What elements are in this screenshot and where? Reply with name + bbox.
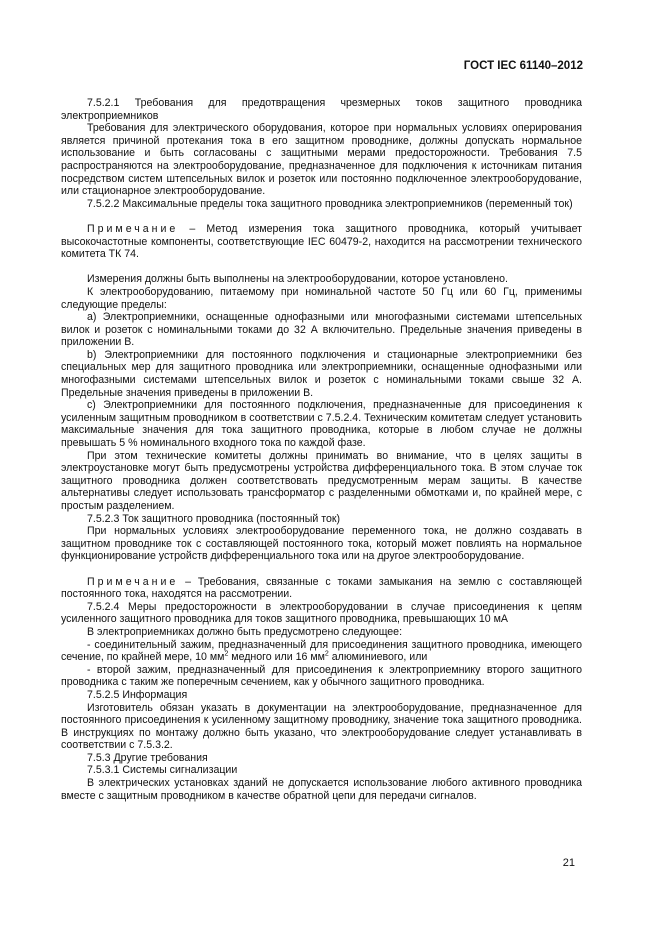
section-7-5-2-2-title: 7.5.2.2 Максимальные пределы тока защитного проводника электроприемников (переменный ток)	[87, 197, 573, 210]
list-item-b: b) Электроприемники для постоянного подключения и стационарные электроприемники без специальных мер для защитного проводника или электроприемники, оснащенные однофазными или многофазными системами штепсельных вилок и розеток с номинальными токами свыше 32 А. Предельные значения приведены в приложении В.	[61, 348, 582, 399]
superscript: 2	[324, 650, 329, 658]
paragraph: Измерения должны быть выполнены на электрооборудовании, которое установлено.	[87, 273, 508, 286]
section-7-5-2-4-title: 7.5.2.4 Меры предосторожности в электрооборудовании в случае присоединения к цепям усиленного защитного проводника для токов защитного проводника, превышающих 10 мА	[61, 600, 582, 626]
section-7-5-2-5-title: 7.5.2.5 Информация	[87, 688, 188, 701]
page-number: 21	[562, 857, 575, 869]
dash-item-2: - второй зажим, предназначенный для присоединения к электроприемнику второго защитного проводника с таким же поперечным сечением, как у обычного защитного проводника.	[61, 663, 582, 689]
paragraph: При этом технические комитеты должны принимать во внимание, что в целях защиты в электроустановке могут быть предусмотрены устройства дифференциального тока. В этом случае ток защитного проводника должен соответствовать предусмотренным мерам защиты. В качестве альтернативы следует использовать трансформатор с разделенными обмотками и, по крайней мере, с простым разделением.	[61, 449, 582, 512]
section-7-5-2-1-title: 7.5.2.1 Требования для предотвращения чрезмерных токов защитного проводника электроприемников	[61, 97, 582, 122]
paragraph: Требования для электрического оборудования, которое при нормальных условиях оперирования является причиной протекания тока в его защитном проводнике, должны допускать нормальное использование и быть согласованы с защитными мерами предосторожности. Требования 7.5 распространяются на электрооборудование, предназначенное для подключения к источникам питания посредством систем штепсельных вилок и розеток или постоянно подключенное электрооборудование, или стационарное электрооборудование.	[61, 122, 582, 198]
document-header: ГОСТ IEC 61140–2012	[463, 60, 583, 72]
note-text: – Метод измерения тока защитного проводника, который учитывает высокочастотные компоненты, соответствующие IEC 60479-2, находится на рассмотрении технического комитета ТК 74.	[61, 222, 582, 261]
list-item-c: с) Электроприемники для постоянного подключения, предназначенные для присоединения к усиленным защитным проводником в соответствии с 7.5.2.4. Техническим комитетам следует установить максимальные значения для тока защитного проводника, которые в любом случае не должны превышать 5 % номинального входного тока по каждой фазе.	[61, 399, 582, 450]
note-2	[61, 576, 582, 601]
paragraph: При нормальных условиях электрооборудование переменного тока, не должно создавать в защитном проводнике ток с составляющей постоянного тока, который может повлиять на нормальное функционирование устройств дифференциального тока или на другое электрооборудование.	[61, 525, 582, 563]
text-run: медного или 16 мм	[228, 651, 325, 664]
paragraph: К электрооборудованию, питаемому при номинальной частоте 50 Гц или 60 Гц, применимы следующие пределы:	[61, 285, 582, 311]
note-label: Примечание	[87, 575, 179, 588]
paragraph: Изготовитель обязан указать в документации на электрооборудование, предназначенное для постоянного присоединения к усиленному защитному проводнику, значение тока защитного проводника. В инструкциях по монтажу должно быть указано, что электрооборудование следует устанавливать в соответствии с 7.5.3.2.	[61, 701, 582, 752]
list-item-a: а) Электроприемники, оснащенные однофазными или многофазными системами штепсельных вилок и розеток с номинальными токами до 32 А включительно. Предельные значения приведены в приложении В.	[61, 311, 582, 349]
superscript: 2	[224, 650, 229, 658]
note-label: Примечание	[87, 222, 179, 235]
page-body	[61, 97, 582, 802]
dash-item-1	[61, 639, 582, 664]
note-1	[61, 223, 582, 261]
text-run: - соединительный зажим, предназначенный для присоединения защитного проводника, имеющего сечение, по крайней мере, 10 мм	[61, 638, 582, 664]
section-7-5-2-3-title: 7.5.2.3 Ток защитного проводника (постоянный ток)	[87, 512, 341, 525]
paragraph: В электрических установках зданий не допускается использование любого активного проводника вместе с защитным проводником в качестве обратной цепи для передачи сигналов.	[61, 777, 582, 802]
paragraph: В электроприемниках должно быть предусмотрено следующее:	[87, 625, 403, 638]
note-text: – Требования, связанные с токами замыкания на землю с составляющей постоянного тока, находятся на рассмотрении.	[61, 575, 582, 601]
section-7-5-3-title: 7.5.3 Другие требования	[87, 751, 208, 764]
text-run: алюминиевого, или	[328, 651, 428, 664]
section-7-5-3-1-title: 7.5.3.1 Системы сигнализации	[87, 764, 238, 777]
